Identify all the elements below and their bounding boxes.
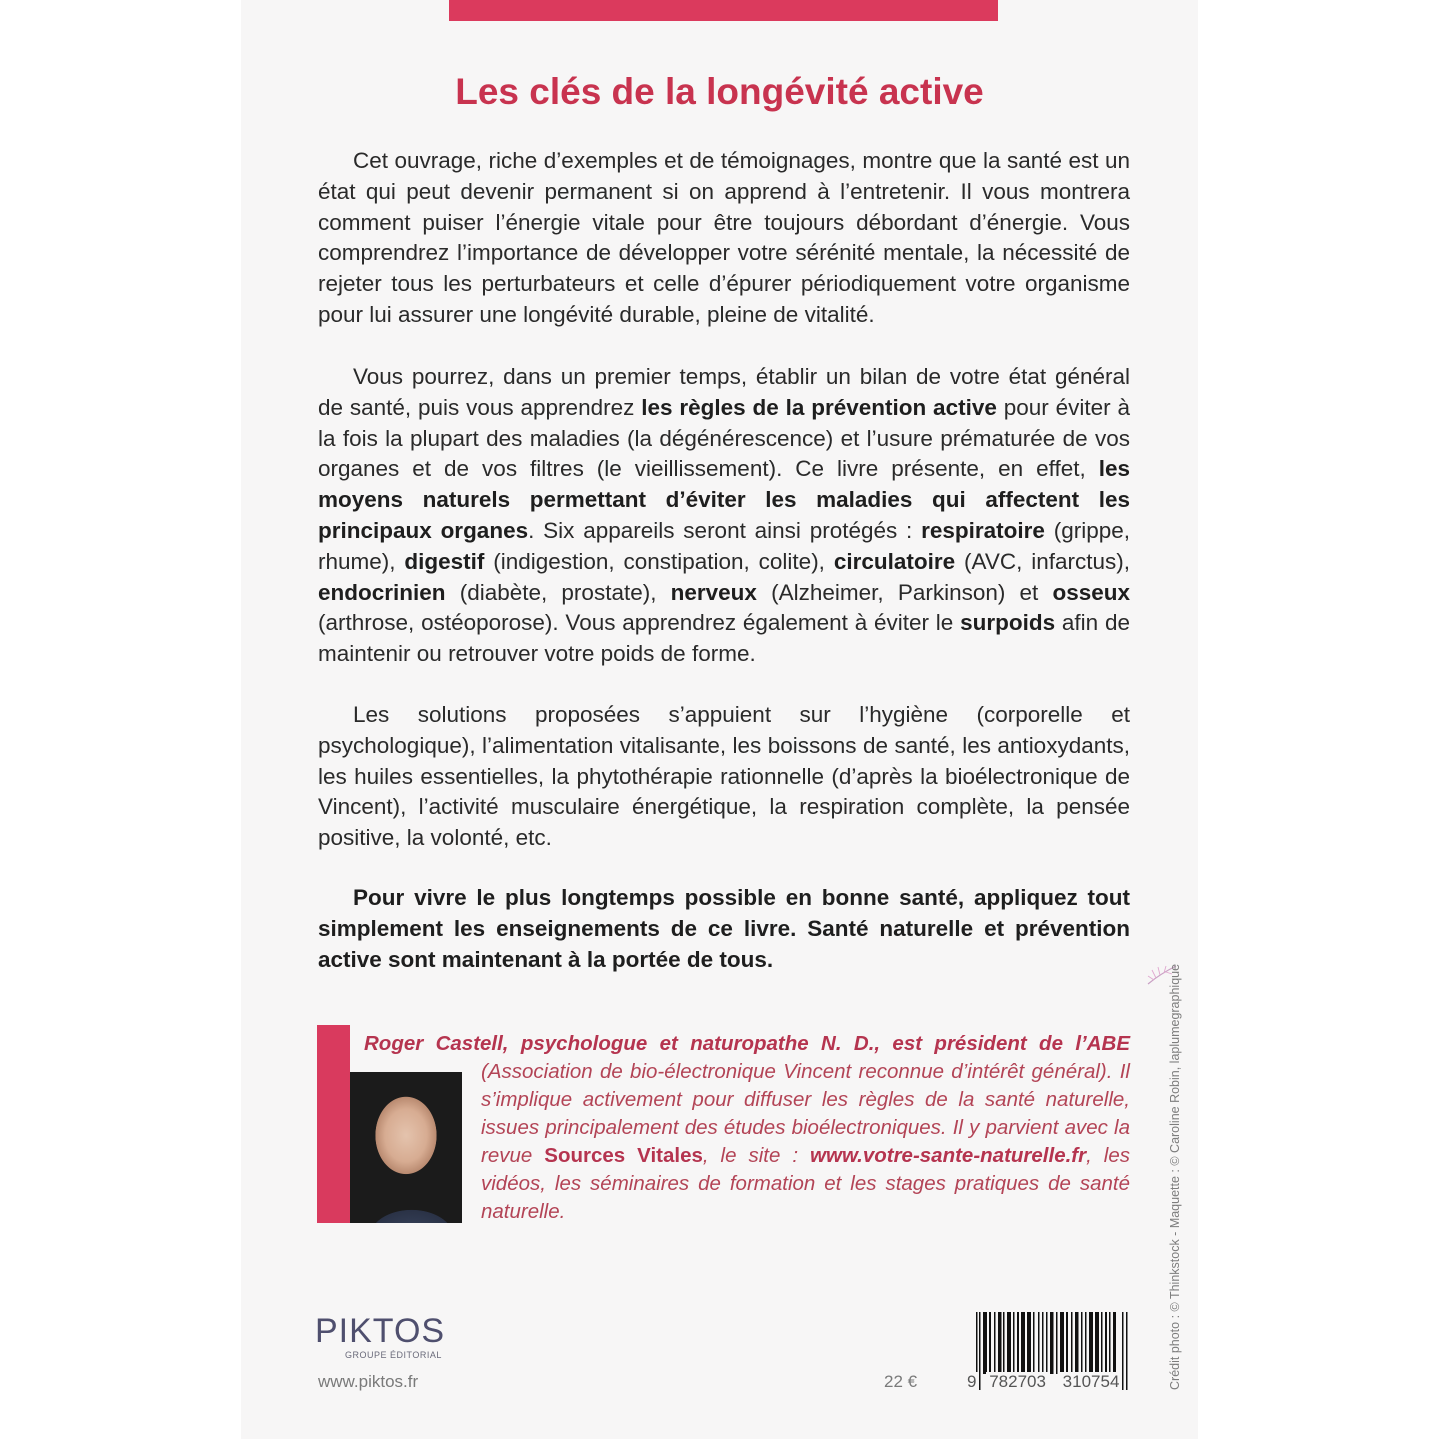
paragraph-conclusion-text: Pour vivre le plus longtemps possible en bonne santé, appliquez tout simplement les enseignements de ce livre. Santé naturelle et prévention active sont maintenant à la portée de tous. [318, 885, 1130, 972]
publisher-logo [315, 1312, 446, 1360]
isbn-group-2: 310754 [1060, 1372, 1123, 1392]
highlight-nerveux: nerveux [670, 579, 757, 605]
price: 22 € [884, 1372, 918, 1391]
highlight-natural-means: les moyens naturels permettant d’éviter les maladies qui affectent les principaux organes [318, 456, 1130, 543]
photo-credit: Crédit photo : © Thinkstock - Maquette : © Caroline Robin, laplumegraphique [1168, 963, 1182, 1390]
paragraph-prevention-text: Vous pourrez, dans un premier temps, établir un bilan de votre état général de santé, puis vous apprendrez les règles de la prévention active pour éviter à la fois la plupart des maladies (la dégénérescence) et l’usure prématurée de vos organes et de vos filtres (le vieillissement). Ce livre présente, en effet, les moyens naturels permettant d’éviter les maladies qui affectent les principaux organes. Six appareils seront ainsi protégés : respiratoire (grippe, rhume), digestif (indigestion, constipation, colite), circulatoire (AVC, infarctus), endocrinien (diabète, prostate), nerveux (Alzheimer, Parkinson) et osseux (arthrose, ostéoporose). Vous apprendrez également à éviter le surpoids afin de maintenir ou retrouver votre poids de forme. [318, 364, 1131, 667]
author-website-link[interactable]: www.votre-sante-naturelle.fr [810, 1144, 1087, 1167]
paragraph-solutions [318, 700, 1130, 854]
highlight-prevention: les règles de la prévention active [641, 394, 997, 420]
highlight-digestif: digestif [404, 548, 485, 574]
paragraph-solutions-text: Les solutions proposées s’appuient sur l’hygiène (corporelle et psychologique), l’alimentation vitalisante, les boissons de santé, les antioxydants, les huiles essentielles, la phytothérapie rationnelle (d’après la bioélectronique de Vincent), l’activité musculaire énergétique, la respiration complète, la pensée positive, la volonté, etc. [318, 702, 1130, 851]
paragraph-prevention [318, 362, 1130, 670]
author-headline: Roger Castell, psychologue et naturopathe N. D., est président de l’ABE [364, 1032, 1130, 1055]
publisher-logo-word: PIKTOS [315, 1312, 446, 1350]
highlight-osseux: osseux [1052, 579, 1130, 605]
paragraph-intro-text: Cet ouvrage, riche d’exemples et de témoignages, montre que la santé est un état qui peut devenir permanent si on apprend à l’entretenir. Il vous montrera comment puiser l’énergie vitale pour être toujours débordant d’énergie. Vous comprendrez l’importance de développer votre sérénité mentale, la nécessité de rejeter tous les perturbateurs et celle d’épurer périodiquement votre organisme pour lui assurer une longévité durable, pleine de vitalité. [318, 148, 1130, 327]
author-bio-text: (Association de bio-électronique Vincent reconnue d’intérêt général). Il s’implique activement pour diffuser les règles de la santé naturelle, issues principalement des études bioélectroniques. Il y parvient avec la revue Sources Vitales, le site : www.votre-sante-naturelle.fr, les vidéos, les séminaires de formation et les stages pratiques de santé naturelle. [481, 1060, 1130, 1223]
isbn-digits [964, 1372, 1122, 1392]
highlight-endocrinien: endocrinien [318, 579, 446, 605]
highlight-circulatoire: circulatoire [833, 548, 956, 574]
top-accent-band [449, 0, 998, 21]
author-bio [350, 1030, 1130, 1226]
cover-title: Les clés de la longévité active [455, 70, 984, 112]
highlight-respiratoire: respiratoire [921, 517, 1045, 543]
author-accent-bar [317, 1025, 350, 1223]
publisher-website[interactable]: www.piktos.fr [318, 1372, 419, 1391]
isbn-prefix-digit: 9 [964, 1372, 979, 1392]
isbn-group-1: 782703 [986, 1372, 1049, 1392]
highlight-surpoids: surpoids [960, 610, 1056, 636]
publisher-logo-subtitle: GROUPE ÉDITORIAL [345, 1350, 442, 1360]
paragraph-conclusion [318, 883, 1130, 975]
paragraph-intro [318, 146, 1130, 331]
magazine-name: Sources Vitales [544, 1144, 703, 1167]
